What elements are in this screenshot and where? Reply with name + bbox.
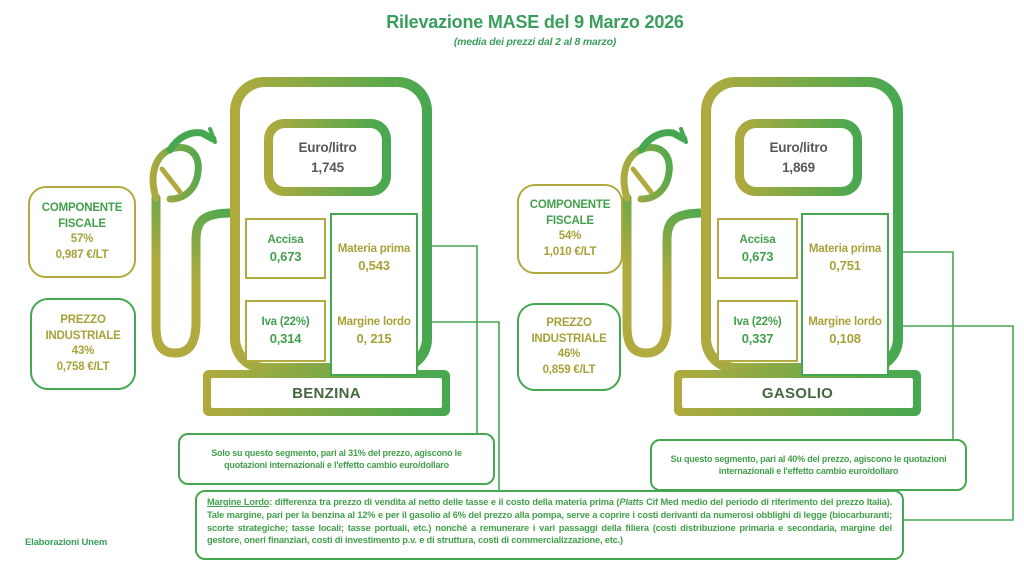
gasolio-componente-fiscale-box [517, 184, 623, 274]
page-title: Rilevazione MASE del 9 Marzo 2026 [386, 12, 684, 32]
materia-prima-label: Materia prima [337, 242, 411, 255]
benzina-price-display [264, 119, 391, 196]
euro-litro-label: Euro/litro [298, 139, 357, 155]
euro-litro-value: 1,869 [782, 159, 815, 175]
margine-lordo-value: 0,108 [829, 331, 861, 347]
iva-label: Iva (22%) [261, 316, 310, 328]
margine-lordo-group [808, 315, 881, 347]
margine-lordo-value: 0, 215 [356, 331, 392, 347]
benzina-note-text: Solo su questo segmento, pari al 31% del prezzo, agiscono le quotazioni internazionali e l'effetto cambio euro/dollaro [211, 447, 462, 470]
benzina-componente-fiscale-box [28, 186, 136, 278]
benzina-accisa-box [245, 218, 326, 279]
gasolio-materia-margine-box [801, 213, 889, 376]
benzina-note-box [178, 433, 495, 485]
margine-lordo-group [337, 315, 410, 347]
iva-value: 0,314 [269, 331, 302, 346]
margine-lordo-glossary-box [195, 490, 904, 560]
euro-litro-value: 1,745 [311, 159, 344, 175]
componente-fiscale-percent: 57% [70, 233, 94, 245]
accisa-label: Accisa [267, 233, 304, 246]
materia-prima-group [809, 242, 881, 274]
gasolio-accisa-box [717, 218, 798, 279]
accisa-value: 0,673 [741, 248, 774, 264]
prezzo-industriale-percent: 43% [71, 345, 95, 357]
gasolio-prezzo-industriale-box [517, 303, 621, 391]
accisa-label: Accisa [739, 233, 776, 246]
glossary-text-2: Cif Med medio del periodo di riferimento del prezzo Italia). Tale margine, pari per la benzina al 12% e per il gasolio al 6% del prezzo alla pompa, serve a coprire i costi derivanti da numerosi obblighi di legge (biocarburanti; scorte strategiche; tasse locali; tasse portuali, etc.) nonché a remunerare i vari passaggi della filiera (costi distribuzione primaria e secondaria, margine del gestore, oneri finanziari, costi di investimento p.v. e di struttura, costi di commercializzazione, etc.) [207, 497, 892, 546]
prezzo-industriale-label: PREZZO INDUSTRIALE [531, 317, 607, 345]
credit-text: Elaborazioni Unem [25, 537, 108, 548]
prezzo-industriale-value: 0,859 €/LT [542, 363, 596, 376]
componente-fiscale-percent: 54% [558, 230, 582, 242]
connector-gasolio-note [903, 252, 953, 461]
connector-benzina-note [432, 246, 477, 455]
margine-lordo-label: Margine lordo [337, 316, 411, 329]
componente-fiscale-value: 0,987 €/LT [55, 248, 109, 261]
materia-prima-value: 0,543 [358, 257, 390, 273]
iva-label: Iva (22%) [733, 316, 782, 328]
gasolio-pump-base [674, 370, 921, 416]
benzina-name: BENZINA [211, 378, 442, 408]
gasolio-note-text: Su questo segmento, pari al 40% del prezzo, agiscono le quotazioni internazionali e l'effetto cambio euro/dollaro [670, 453, 947, 476]
componente-fiscale-label: COMPONENTE FISCALE [41, 202, 123, 230]
componente-fiscale-label: COMPONENTE FISCALE [529, 199, 611, 227]
margine-lordo-label: Margine lordo [808, 316, 882, 329]
componente-fiscale-value: 1,010 €/LT [543, 245, 597, 258]
glossary-term: Margine Lordo [207, 497, 270, 507]
prezzo-industriale-percent: 46% [557, 348, 581, 360]
benzina-prezzo-industriale-box [30, 298, 136, 390]
accisa-value: 0,673 [269, 248, 302, 264]
prezzo-industriale-label: PREZZO INDUSTRIALE [45, 314, 121, 342]
materia-prima-label: Materia prima [808, 242, 882, 255]
gasolio-iva-box [717, 300, 798, 362]
page-subtitle: (media dei prezzi dal 2 al 8 marzo) [453, 36, 617, 48]
gasolio-price-display [735, 119, 862, 196]
benzina-pump-base [203, 370, 450, 416]
prezzo-industriale-value: 0,758 €/LT [56, 360, 110, 373]
materia-prima-group [338, 242, 410, 274]
gasolio-note-box [650, 439, 967, 491]
gasolio-name: GASOLIO [682, 378, 913, 408]
euro-litro-label: Euro/litro [769, 139, 828, 155]
glossary-text-1: : differenza tra prezzo di vendita al netto delle tasse e il costo della materia prima ( [269, 497, 620, 507]
benzina-materia-margine-box [330, 213, 418, 376]
benzina-iva-box [245, 300, 326, 362]
iva-value: 0,337 [741, 331, 774, 346]
glossary-platts: Platts [619, 497, 644, 507]
materia-prima-value: 0,751 [829, 257, 861, 273]
